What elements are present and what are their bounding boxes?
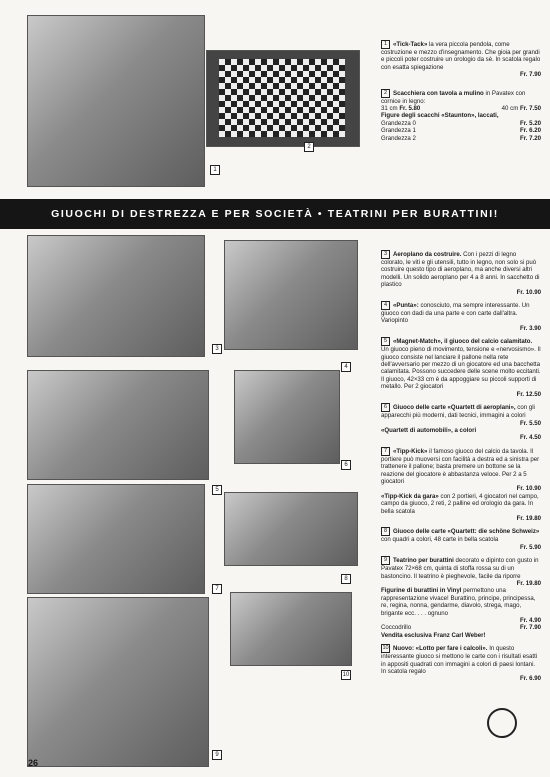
item-3 [381,250,541,296]
photo-number-10: 10 [342,672,350,678]
coccodrillo-price: Fr. 7.90 [519,624,541,632]
item-number: 6 [381,403,390,412]
item-extra-head: Figurine di burattini in Vinyl [381,587,462,595]
photo-quartett [234,370,340,464]
size-price: Fr. 5.20 [519,119,541,127]
item-text: In questo interessante giuoco si mettono le carte con i risultati esatti in appositi quadrati con immagini a colori di paesi lontani. In scatola regalo [381,645,538,676]
item-price: Fr. 5.90 [519,543,541,551]
item-number: 3 [381,250,390,259]
size-row [381,105,541,112]
item-9 [381,556,541,639]
size-a: 31 cm [381,105,398,113]
item-extra-price: Fr. 4.90 [519,617,541,625]
size-row [381,135,541,142]
item-head: Nuovo: «Lotto per fare i calcoli». [393,645,488,653]
item-number: 5 [381,337,390,346]
photo-number-1: 1 [210,165,220,175]
item-extra-text: permettono una rappresentazione vivace! Burattino, principe, principessa, re, regina, nonna, gendarme, diavolo, strega, mago, brigante ecc. . . . ognuno [381,587,536,617]
coccodrillo-label: Coccodrillo [381,624,412,632]
item-text: in Pavatex con cornice in legno: [381,89,526,105]
item-price: Fr. 3.90 [519,324,541,332]
item-price: Fr. 5.50 [519,419,541,427]
size-a-price: Fr. 5.80 [399,105,421,113]
item-number: 10 [382,645,389,652]
bottom-text-column [381,250,541,688]
item-text: decorato e dipinto con gusto in Pavatex 72×68 cm, quinta di stoffa rossa su di un bastoncino. Il teatrino è pieghevole, facile da riporre [381,557,539,580]
item-extra-head: «Quartett di automobili», a colori [381,426,477,434]
photo-airplane [27,235,205,357]
photo-number-5: 5 [212,485,222,495]
photo-magnet-match [27,370,209,480]
item-text: Un giuoco pieno di movimento, tensione e «nervosismo». Il giuoco consiste nel lanciare il pallone nella rete dell'avversario per mezzo di un giocatore ed una bacchetta calamitata. Possono succedere delle scene molto eccitanti. Il giuoco, 42×33 cm è da appoggiare su piccoli supporti di metallo. Per 2 giocatori [381,346,541,391]
item-1 [381,40,541,79]
photo-tick-tack [27,15,205,187]
size-label: Grandezza 2 [381,134,416,142]
item-head: Giuoco delle carte «Quartett di aeroplani», [393,404,516,412]
item-head: Teatrino per burattini [393,557,454,565]
photo-schweiz-cards [224,492,358,566]
item-price: Fr. 19.80 [516,580,541,587]
size-price: Fr. 7.20 [519,134,541,142]
item-8 [381,527,541,551]
photo-number-2: 2 [304,142,314,152]
top-text-column [381,40,541,147]
item-head: «Punta»: [393,302,419,310]
item-number: 4 [381,301,390,310]
item-extra-price: Fr. 19.80 [516,514,541,522]
item-text: la vera piccola pendola, come costruzione e mezzo d'insegnamento. Che gioia per grandi e piccoli poter costruire un orologio da sè. In scatola regalo con esatta spiegazione [381,41,541,71]
size-label: Grandezza 0 [381,119,416,127]
item-price: Fr. 6.90 [519,675,541,683]
item-head: Giuoco delle carte «Quartett: die schöne Schweiz» [393,528,540,536]
item-head: «Tick-Tack» [393,41,428,49]
item-head: «Magnet-Match», il giuoco del calcio calamitato. [393,338,533,346]
photo-puppet-theater [27,597,209,767]
item-price: Fr. 7.90 [519,71,541,79]
section-banner: GIUOCHI DI DESTREZZA E PER SOCIETÀ • TEATRINI PER BURATTINI! [0,199,550,229]
item-10 [381,644,541,683]
item-text: il famoso giuoco del calcio da tavola. Il portiere può muoversi con facilità a destra ed a sinistra per trattenere il pallone; basta premere un bottone se la reazione del giocatore è abbastanza veloce. Per 2 a 5 giocatori [381,447,540,485]
item-price: Fr. 12.50 [516,390,541,398]
item-head: Scacchiera con tavola a mulino [393,89,484,97]
item-text: con quadri a colori, 48 carte in bella scatola [381,536,499,544]
coccodrillo-row [381,624,541,631]
item-text: conosciuto, ma sempre interessante. Un giuoco con dadi da una parte e con carte dall'altra. Variopinto [381,302,530,325]
item-head: «Tipp-Kick» [393,447,428,455]
item-price: Fr. 10.90 [516,288,541,296]
item-price: Fr. 10.90 [516,485,541,493]
item-extra-head: «Tipp-Kick da gara» [381,492,439,500]
item-2 [381,89,541,142]
size-row [381,120,541,127]
photo-chessboard [206,50,360,147]
item-number: 7 [381,447,390,456]
item-extra-text: con 2 portieri, 4 giocatori nel campo, campo da giuoco, 2 reti, 2 palline ed orologio da gara. In bella scatola [381,492,539,515]
size-price: Fr. 6.20 [519,127,541,135]
size-label: Grandezza 1 [381,127,416,135]
item-7 [381,447,541,523]
item-4 [381,301,541,332]
item-number: 2 [381,89,390,98]
photo-number-9: 9 [212,750,222,760]
photo-tipp-kick [27,484,205,594]
item-extra-price: Fr. 4.50 [519,434,541,442]
photo-number-4: 4 [341,362,351,372]
photo-number-3: 3 [212,344,222,354]
photo-punta [224,240,358,350]
photo-number-8: 8 [341,574,351,584]
size-row [381,127,541,134]
photo-number-7: 7 [212,584,222,594]
photo-lotto [230,592,352,666]
item-5 [381,337,541,398]
item-text: Con i pezzi di legno colorato, le viti e gli utensili, tutto in legno, non solo si può costruire questo tipo di aeroplano, ma anche diversi altri modelli. Un solido aeroplano per 4 a 8 anni. In sacchetto di plastico [381,251,540,289]
item-number: 1 [381,40,390,49]
item-number: 9 [381,556,390,565]
size-b: 40 cm [501,105,519,113]
size-b-price: Fr. 7.50 [519,105,541,113]
franz-carl-weber-logo-icon [487,708,517,738]
item-6 [381,403,541,442]
page-number: 26 [28,758,39,768]
item-head: Aeroplano da costruire. [393,251,462,259]
exclusive-note: Vendita esclusiva Franz Carl Weber! [381,631,486,639]
photo-number-6: 6 [341,460,351,470]
item-sub: Figure degli scacchi «Staunton», laccati, [381,112,499,120]
item-text: con gli apparecchi più moderni, dati tecnici, immagini a colori [381,404,535,420]
item-number: 8 [381,527,390,536]
